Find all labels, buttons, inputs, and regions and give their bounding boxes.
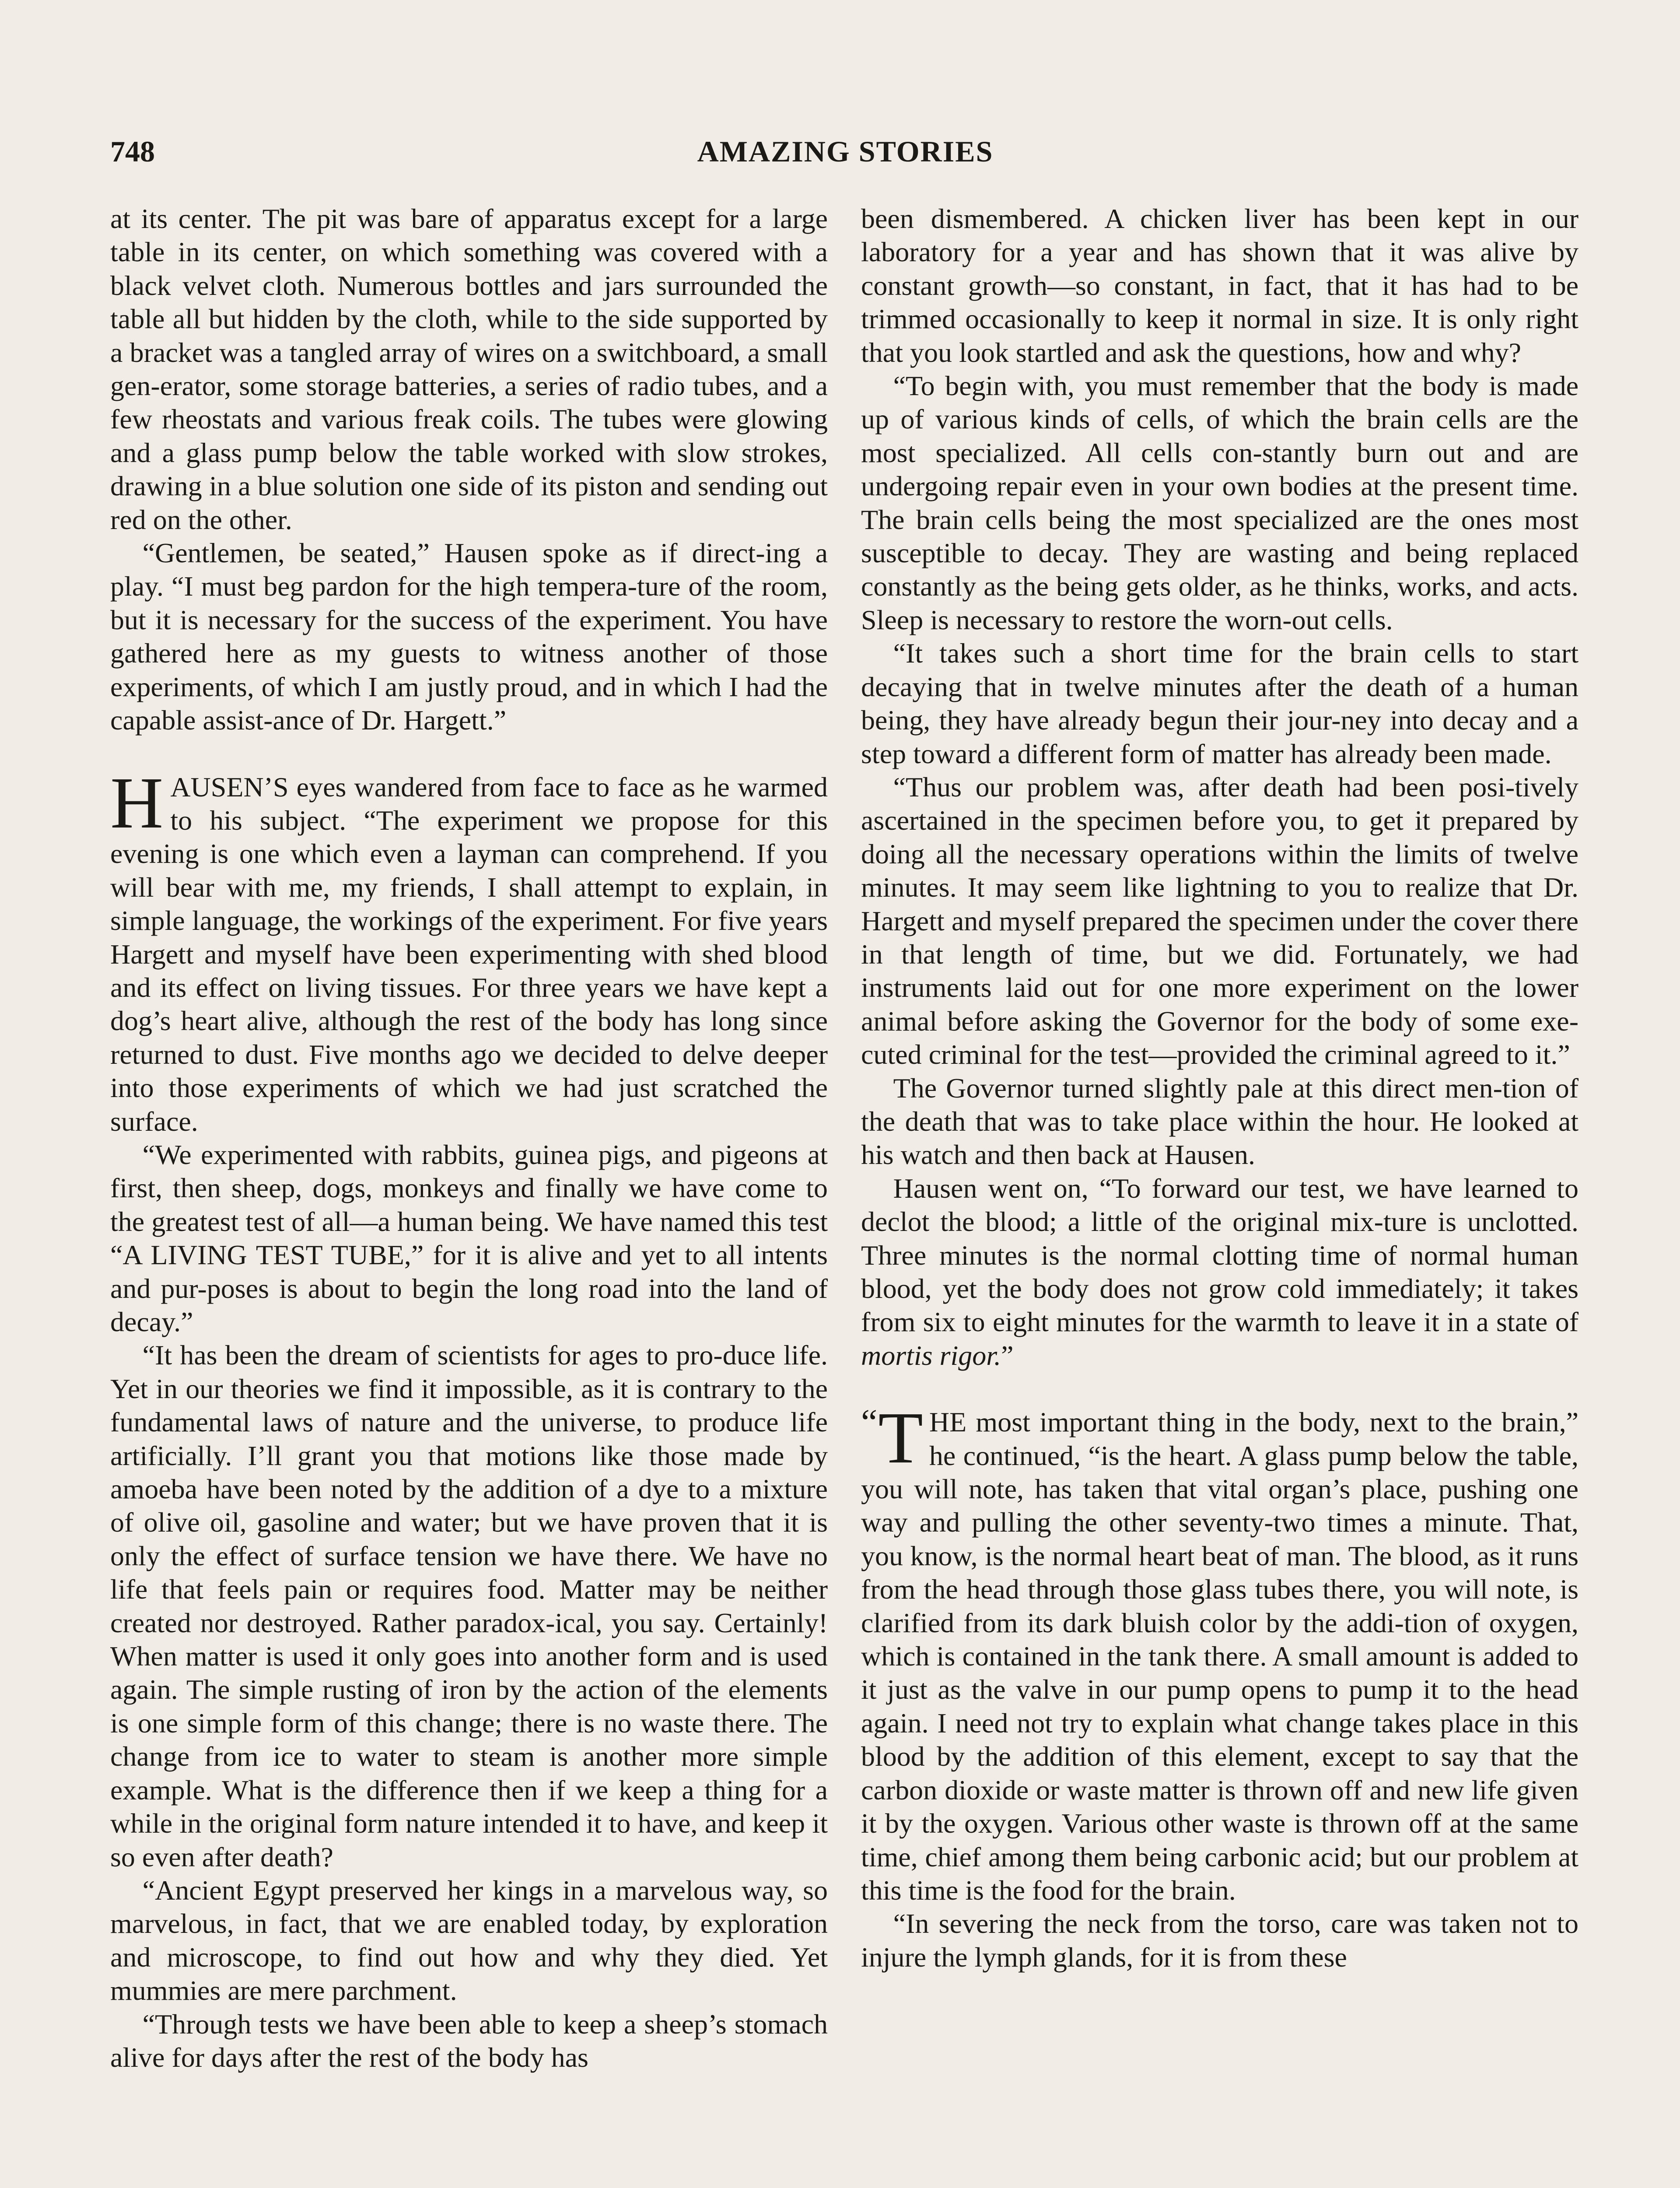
drop-cap: H	[110, 762, 164, 844]
paragraph: The Governor turned slightly pale at this direct men-tion of the death that was to take place within the hour. He looked at his watch and then back at Hausen.	[861, 1072, 1578, 1171]
section-paragraph	[110, 762, 828, 1138]
paragraph: “Through tests we have been able to keep a sheep’s stomach alive for days after the rest of the body has	[110, 2008, 828, 2073]
paragraph-text: Hausen went on, “To forward our test, we have learned to declot the blood; a little of the original mix-ture is unclotted. Three minutes is the normal clotting time of normal human blood, yet the body does not grow cold immediately; it takes from six to eight minutes for the warmth to leave it in a state of	[861, 1172, 1578, 1338]
paragraph: at its center. The pit was bare of apparatus except for a large table in its center, on which something was covered with a black velvet cloth. Numerous bottles and jars surrounded the table all but hidden by the cloth, while to the side supported by a bracket was a tangled array of wires on a switchboard, a small gen-erator, some storage batteries, a series of radio tubes, and a few rheostats and various freak coils. The tubes were glowing and a glass pump below the table worked with slow strokes, drawing in a blue solution one side of its piston and sending out red on the other.	[110, 203, 828, 535]
paragraph: “It takes such a short time for the brain cells to start decaying that in twelve minutes after the death of a human being, they have already begun their jour-ney into decay and a step toward a different form of matter has already been made.	[861, 638, 1578, 769]
drop-cap-quote: “	[861, 1402, 878, 1443]
paragraph: “To begin with, you must remember that the body is made up of various kinds of cells, of which the brain cells are the most specialized. All cells con-stantly burn out and are undergoing repair even in your own bodies at the present time. The brain cells being the most specialized are the ones most susceptible to decay. They are wasting and being replaced constantly as the being gets older, as he thinks, works, and acts. Sleep is necessary to restore the worn-out cells.	[861, 370, 1578, 635]
paragraph-text: HE most important thing in the body, next to the brain,” he continued, “is the heart. A glass pump below the table, you will note, has taken that vital organ’s place, pushing one way and pulling the other seventy-two times a minute. That, you know, is the normal heart beat of man. The blood, as it runs from the head through those glass tubes there, you will note, is clarified from its dark bluish color by the addi-tion of oxygen, which is contained in the tank there. A small amount is added to it just as the valve in our pump opens to pump it to the head again. I need not try to explain what change takes place in this blood by the addition of this element, except to say that the carbon dioxide or waste matter is thrown off and new life given it by the oxygen. Various other waste is thrown off at the same time, chief among them being carbonic acid; but our problem at this time is the food for the brain.	[861, 1406, 1578, 1906]
paragraph: “We experimented with rabbits, guinea pigs, and pigeons at first, then sheep, dogs, monkeys and finally we have come to the greatest test of all—a human being. We have named this test “A LIVING TEST TUBE,” for it is alive and yet to all intents and pur-poses is about to begin the long road into the land of decay.”	[110, 1139, 828, 1337]
paragraph-text: AUSEN’S eyes wandered from face to face as he warmed to his subject. “The experiment we propose for this evening is one which even a layman can comprehend. If you will bear with me, my friends, I shall attempt to explain, in simple language, the workings of the experiment. For five years Hargett and myself have been experimenting with shed blood and its effect on living tissues. For three years we have kept a dog’s heart alive, although the rest of the body has long since returned to dust. Five months ago we decided to delve deeper into those experiments of which we had just scratched the surface.	[110, 771, 828, 1137]
left-column	[110, 202, 828, 2074]
paragraph: “Thus our problem was, after death had been posi-tively ascertained in the specimen before you, to get it prepared by doing all the necessary operations within the limits of twelve minutes. It may seem like lightning to you to realize that Dr. Hargett and myself prepared the specimen under the cover there in that length of time, but we did. Fortunately, we had instruments laid out for one more experiment on the lower animal before asking the Governor for the body of some exe-cuted criminal for the test—provided the criminal agreed to it.”	[861, 771, 1578, 1070]
paragraph	[861, 1172, 1578, 1372]
paragraph: “Gentlemen, be seated,” Hausen spoke as if direct-ing a play. “I must beg pardon for the high tempera-ture of the room, but it is necessary for the success of the experiment. You have gathered here as my guests to witness another of those experiments, of which I am justly proud, and in which I had the capable assist-ance of Dr. Hargett.”	[110, 537, 828, 736]
running-title: AMAZING STORIES	[697, 135, 994, 168]
page-header	[110, 130, 1580, 173]
drop-cap-group	[861, 1397, 923, 1479]
paragraph: “Ancient Egypt preserved her kings in a marvelous way, so marvelous, in fact, that we are enabled today, by exploration and microscope, to find out how and why they died. Yet mummies are mere parchment.	[110, 1874, 828, 2006]
paragraph: been dismembered. A chicken liver has been kept in our laboratory for a year and has shown that it was alive by constant growth—so constant, in fact, that it has had to be trimmed occasionally to keep it normal in size. It is only right that you look startled and ask the questions, how and why?	[861, 203, 1578, 368]
closing-quote: ”	[1001, 1339, 1014, 1371]
page-number: 748	[110, 135, 155, 168]
section-paragraph	[861, 1397, 1578, 1907]
italic-phrase: mortis rigor.	[861, 1339, 1001, 1371]
paragraph: “In severing the neck from the torso, care was taken not to injure the lymph glands, for it is from these	[861, 1908, 1578, 1973]
right-column	[861, 202, 1578, 1974]
drop-cap: T	[878, 1397, 923, 1479]
paragraph: “It has been the dream of scientists for ages to pro-duce life. Yet in our theories we find it impossible, as it is contrary to the fundamental laws of nature and the universe, to produce life artificially. I’ll grant you that motions like those made by amoeba have been noted by the addition of a dye to a mixture of olive oil, gasoline and water; but we have proven that it is only the effect of surface tension we have there. We have no life that feels pain or requires food. Matter may be neither created nor destroyed. Rather paradox-ical, you say. Certainly! When matter is used it only goes into another form and is used again. The simple rusting of iron by the action of the elements is one simple form of this change; there is no waste there. The change from ice to water to steam is another more simple example. What is the difference then if we keep a thing for a while in the original form nature intended it to have, and keep it so even after death?	[110, 1339, 828, 1872]
